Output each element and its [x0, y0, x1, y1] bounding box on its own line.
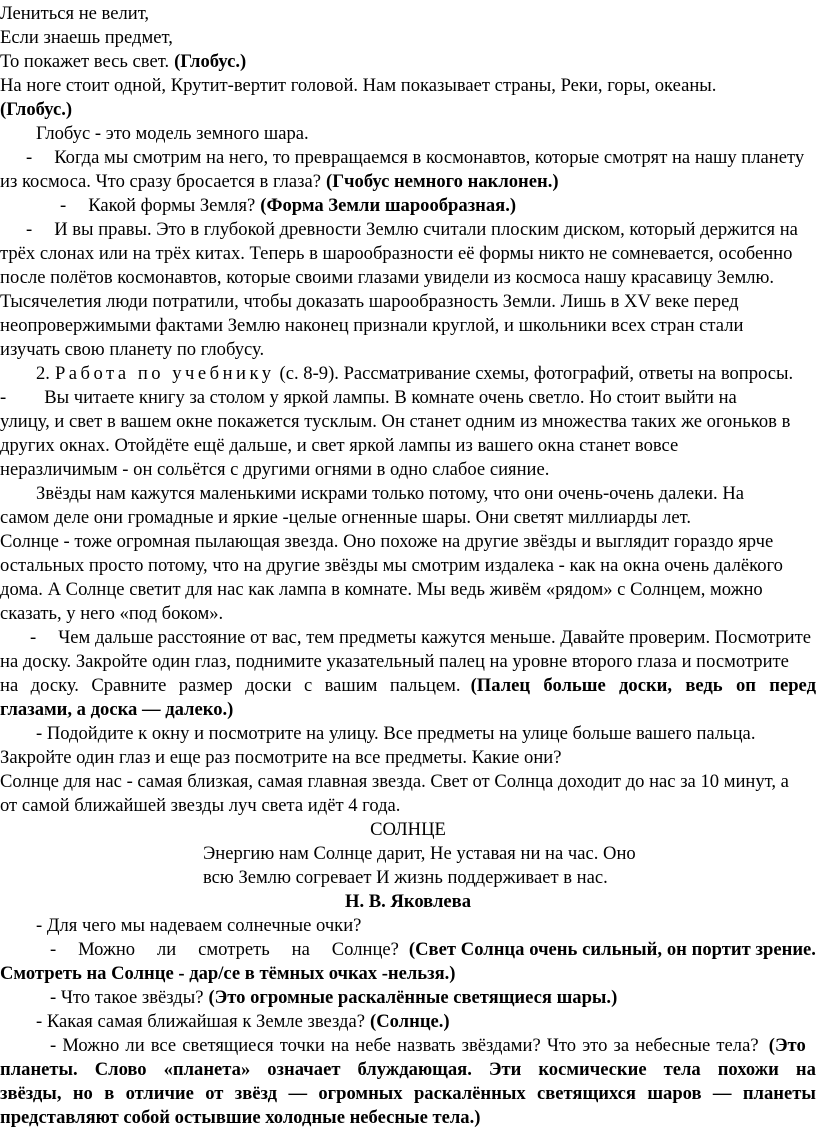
- paragraph-line: Солнце для нас - самая близкая, самая главная звезда. Свет от Солнца доходит до нас за 10 минут, а: [0, 771, 789, 792]
- paragraph-line: от самой ближайшей звезды луч света идёт 4 года.: [0, 795, 401, 816]
- question-text: - Какая самая ближайшая к Земле звезда?: [36, 1011, 365, 1032]
- paragraph-line: улицу, и свет в вашем окне покажется тусклым. Он станет одним из множества таких же огоньков в: [0, 411, 791, 432]
- text-line: [0, 290, 816, 314]
- paragraph-line: Глобус - это модель земного шара.: [36, 123, 309, 144]
- text-line: [0, 674, 816, 698]
- text-line: [0, 482, 816, 506]
- text-line: [0, 74, 816, 98]
- spaced-heading: Работа по учебнику: [54, 363, 275, 384]
- answer-text: (Свет Солнца очень сильный, он портит зрение.: [408, 939, 816, 960]
- text-line: [0, 266, 816, 290]
- paragraph-line: И вы правы. Это в глубокой древности Землю считали плоским диском, который держится на: [54, 219, 798, 240]
- text-line: [0, 554, 816, 578]
- answer-text: (Гчобус немного наклонен.): [326, 171, 559, 192]
- text-line: [0, 770, 816, 794]
- answer-text: (Палец больше доски, ведь оп перед: [470, 675, 816, 696]
- paragraph-line: изучать свою планету по глобусу.: [0, 339, 265, 360]
- answer-text: звёзды, но в отличие от звёзд — огромных раскалённых светящихся шаров — планеты: [0, 1083, 816, 1104]
- text-line: [0, 338, 816, 362]
- answer-text: представляют собой остывшие холодные небесные тела.): [0, 1107, 481, 1128]
- paragraph-line: сказать, у него «под боком».: [0, 603, 224, 624]
- text-line: [0, 914, 816, 938]
- paragraph-line: Закройте один глаз и еще раз посмотрите на все предметы. Какие они?: [0, 747, 562, 768]
- poem-line: То покажет весь свет.: [0, 51, 170, 72]
- paragraph-line: неразличимым - он сольётся с другими огнями в одно слабое сияние.: [0, 459, 550, 480]
- dash-marker: -: [26, 219, 33, 240]
- text-line: [0, 506, 816, 530]
- paragraph-line: (с. 8-9). Рассматривание схемы, фотографий, ответы на вопросы.: [279, 363, 794, 384]
- text-line: [0, 362, 816, 386]
- text-line: [0, 938, 816, 962]
- dash-marker: -: [0, 387, 7, 408]
- text-line: [0, 722, 816, 746]
- text-line: [0, 386, 816, 410]
- paragraph-line: Солнце - тоже огромная пылающая звезда. Оно похоже на другие звёзды и выглядит гораздо ярче: [0, 531, 774, 552]
- text-line: [0, 1058, 816, 1082]
- poem-line: Лениться не велит,: [0, 3, 150, 24]
- question-text: - Можно ли все светящиеся точки на небе назвать звёздами? Что это за небесные тела?: [50, 1035, 759, 1056]
- answer-text: (Глобус.): [174, 51, 247, 72]
- paragraph-line: Вы читаете книгу за столом у яркой лампы. В комнате очень светло. Но стоит выйти на: [44, 387, 737, 408]
- poem-line: Если знаешь предмет,: [0, 27, 173, 48]
- text-line: [0, 146, 816, 170]
- poem-line: Энергию нам Солнце дарит, Не уставая ни на час. Оно: [203, 843, 636, 864]
- answer-text: (Это: [768, 1035, 806, 1056]
- text-line: [0, 1106, 816, 1130]
- text-line: [0, 794, 816, 818]
- text-line: [0, 818, 816, 842]
- text-line: [0, 314, 816, 338]
- text-line: [0, 578, 816, 602]
- text-line: [0, 1082, 816, 1106]
- answer-text: глазами, а доска — далеко.): [0, 699, 234, 720]
- text-line: [0, 194, 816, 218]
- question-text: - Для чего мы надеваем солнечные очки?: [36, 915, 362, 936]
- text-line: [0, 962, 816, 986]
- question-text: Какой формы Земля?: [88, 195, 256, 216]
- text-line: [0, 170, 816, 194]
- answer-text: (Глобус.): [0, 99, 73, 120]
- text-line: [0, 530, 816, 554]
- poem-title: СОЛНЦЕ: [370, 819, 446, 840]
- question-text: - Можно ли смотреть на Солнце?: [50, 939, 399, 960]
- paragraph-line: - Подойдите к окну и посмотрите на улицу. Все предметы на улице больше вашего пальца.: [36, 723, 756, 744]
- paragraph-line: трёх слонах или на трёх китах. Теперь в шарообразности её формы никто не сомневается, особенно: [0, 243, 793, 264]
- text-line: [0, 122, 816, 146]
- text-line: [0, 650, 816, 674]
- paragraph-line: самом деле они громадные и яркие -целые огненные шары. Они светят миллиарды лет.: [0, 507, 692, 528]
- dash-marker: -: [60, 195, 67, 216]
- text-line: [0, 746, 816, 770]
- paragraph-line: на доску. Сравните размер доски с вашим пальцем.: [0, 675, 461, 696]
- text-line: [0, 866, 816, 890]
- text-line: [0, 218, 816, 242]
- text-line: [0, 26, 816, 50]
- text-line: [0, 698, 816, 722]
- question-text: - Что такое звёзды?: [50, 987, 204, 1008]
- paragraph-line: дома. А Солнце светит для нас как лампа в комнате. Мы ведь живём «рядом» с Солнцем, можно: [0, 579, 763, 600]
- paragraph-line: Когда мы смотрим на него, то превращаемся в космонавтов, которые смотрят на нашу планету: [54, 147, 805, 168]
- paragraph-line: неопровержимыми фактами Землю наконец признали круглой, и школьники всех стран стали: [0, 315, 744, 336]
- text-line: [0, 458, 816, 482]
- paragraph-line: Звёзды нам кажутся маленькими искрами только потому, что они очень-очень далеки. На: [36, 483, 745, 504]
- poem-line: всю Землю согревает И жизнь поддерживает в нас.: [203, 867, 608, 888]
- text-line: [0, 2, 816, 26]
- poem-author: Н. В. Яковлева: [344, 891, 471, 912]
- text-line: [0, 626, 816, 650]
- item-number: 2.: [36, 363, 50, 384]
- text-line: [0, 602, 816, 626]
- paragraph-line: на доску. Закройте один глаз, поднимите указательный палец на уровне второго глаза и посмотрите: [0, 651, 789, 672]
- text-line: [0, 890, 816, 914]
- text-line: [0, 242, 816, 266]
- answer-text: (Форма Земли шарообразная.): [260, 195, 517, 216]
- text-line: [0, 1010, 816, 1034]
- text-line: [0, 410, 816, 434]
- answer-text: (Солнце.): [370, 1011, 450, 1032]
- text-line: [0, 98, 816, 122]
- answer-text: Смотреть на Солнце - дар/се в тёмных очках -нельзя.): [0, 963, 456, 984]
- answer-text: (Это огромные раскалённые светящиеся шары.): [208, 987, 618, 1008]
- dash-marker: -: [26, 147, 33, 168]
- paragraph-line: Чем дальше расстояние от вас, тем предметы кажутся меньше. Давайте проверим. Посмотрите: [58, 627, 811, 648]
- paragraph-line: остальных просто потому, что на другие звёзды мы смотрим издалека - как на окна очень далёкого: [0, 555, 783, 576]
- text-line: [0, 986, 816, 1010]
- text-line: [0, 434, 816, 458]
- answer-text: планеты. Слово «планета» означает блуждающая. Эти космические тела похожи на: [0, 1059, 816, 1080]
- paragraph-line: других окнах. Отойдёте ещё дальше, и свет яркой лампы из вашего окна станет вовсе: [0, 435, 679, 456]
- dash-marker: -: [30, 627, 37, 648]
- text-line: [0, 50, 816, 74]
- text-line: [0, 1034, 816, 1058]
- paragraph-line: после полётов космонавтов, которые своими глазами увидели из космоса нашу красавицу Землю.: [0, 267, 775, 288]
- text-line: [0, 842, 816, 866]
- riddle-text: На ноге стоит одной, Крутит-вертит головой. Нам показывает страны, Реки, горы, океаны.: [0, 75, 717, 96]
- paragraph-line: из космоса. Что сразу бросается в глаза?: [0, 171, 322, 192]
- paragraph-line: Тысячелетия люди потратили, чтобы доказать шарообразность Земли. Лишь в XV веке перед: [0, 291, 739, 312]
